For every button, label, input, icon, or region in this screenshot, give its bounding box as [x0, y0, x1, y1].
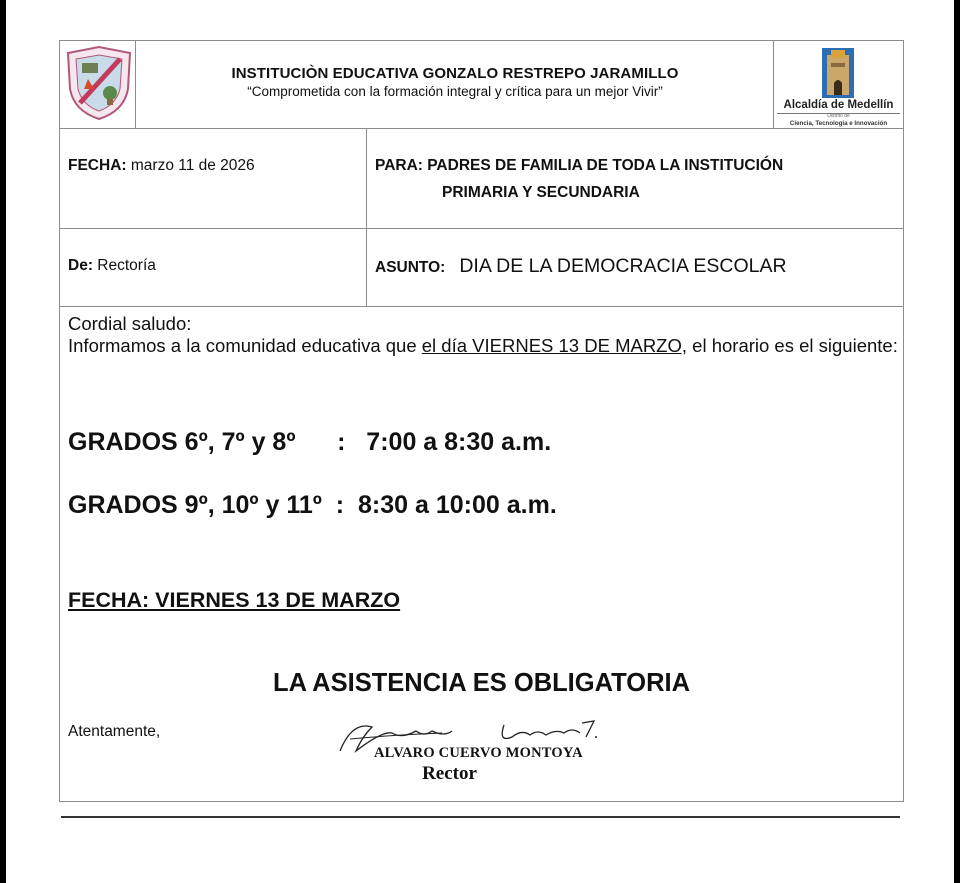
intro-date: el día VIERNES 13 DE MARZO,: [421, 335, 688, 356]
fecha-value: marzo 11 de 2026: [126, 157, 255, 174]
alcaldia-subtitle: Ciencia, Tecnología e Innovación: [789, 120, 888, 127]
de-value: Rectoría: [92, 257, 156, 274]
divider: [60, 228, 903, 229]
para-line-1: PADRES DE FAMILIA DE TODA LA INSTITUCIÓN: [422, 157, 784, 174]
de-label: De:: [68, 257, 93, 274]
schedule-time: 7:00 a 8:30 a.m.: [359, 428, 552, 456]
asunto-value: DIA DE LA DEMOCRACIA ESCOLAR: [459, 255, 787, 277]
asunto-label: ASUNTO:: [375, 259, 446, 276]
footer-rule: [61, 816, 900, 818]
intro-text: Informamos a la comunidad educativa que: [68, 335, 422, 356]
schedule-grades: GRADOS 6º, 7º y 8º :: [68, 428, 360, 456]
de-field: [68, 257, 156, 275]
right-black-border: [954, 0, 960, 883]
medellin-coat-of-arms-icon: [821, 47, 855, 99]
closing: Atentamente,: [68, 723, 161, 740]
event-date: FECHA: VIERNES 13 DE MARZO: [68, 588, 401, 612]
signatory-name: ALVARO CUERVO MONTOYA: [374, 745, 583, 761]
divider: [60, 306, 903, 307]
schedule-row: [68, 428, 551, 457]
institution-name: INSTITUCIÒN EDUCATIVA GONZALO RESTREPO JARAMILLO: [231, 65, 679, 82]
para-line-2: PRIMARIA Y SECUNDARIA: [442, 184, 640, 201]
fecha-label: FECHA:: [68, 157, 127, 174]
asunto-field: [375, 255, 787, 278]
para-label: PARA:: [375, 157, 423, 174]
para-field: [375, 157, 783, 175]
schedule-time: 8:30 a 10:00 a.m.: [358, 491, 557, 519]
left-black-border: [0, 0, 6, 883]
intro-paragraph: [68, 335, 898, 357]
divider: [366, 128, 367, 306]
message-body: [68, 313, 898, 357]
intro-text-end: el horario es el siguiente:: [687, 335, 898, 356]
schedule-row: [68, 491, 557, 520]
greeting: Cordial saludo:: [68, 313, 192, 334]
fecha-field: [68, 157, 255, 175]
alcaldia-name: Alcaldía de Medellín: [783, 99, 894, 111]
circular-document: [59, 40, 904, 802]
institution-motto: “Comprometida con la formación integral y crítica para un mejor Vivir”: [247, 84, 663, 99]
attendance-notice: LA ASISTENCIA ES OBLIGATORIA: [273, 669, 690, 697]
alcaldia-medellin-logo: [774, 45, 903, 127]
alcaldia-district: Distrito de: [777, 113, 900, 119]
divider: [60, 128, 903, 129]
school-crest-logo: [64, 45, 134, 121]
signatory-role: Rector: [422, 763, 477, 784]
schedule-grades: GRADOS 9º, 10º y 11º :: [68, 491, 359, 519]
